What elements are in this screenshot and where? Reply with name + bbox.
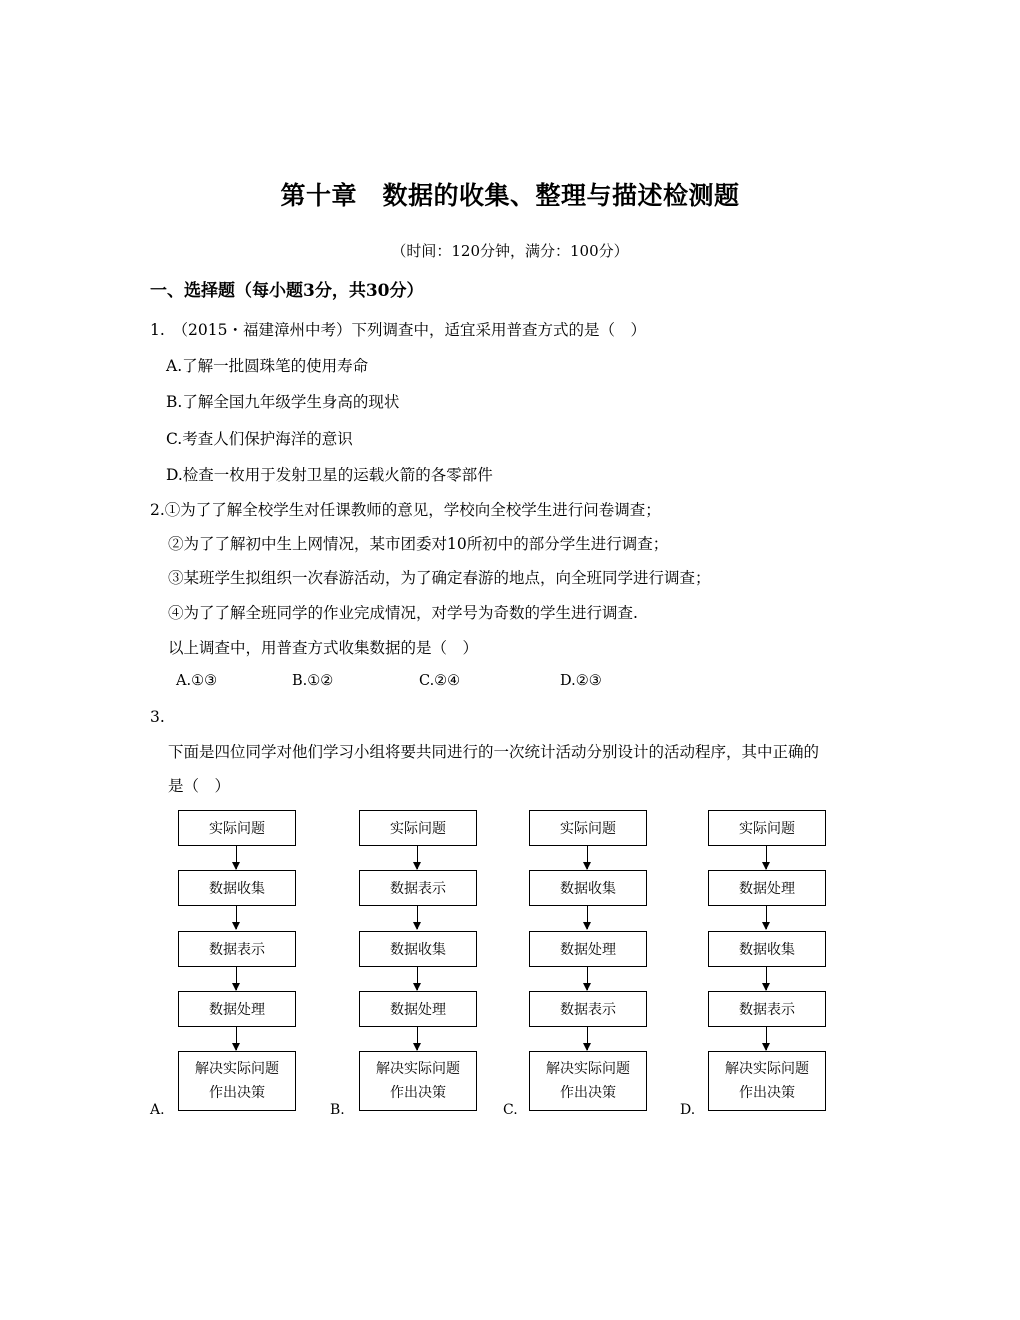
flow-step-box: 数据处理 [178, 991, 296, 1027]
question-2-option-c: C.②④ [419, 673, 461, 689]
flow-arrow [766, 905, 767, 929]
flow-step-box: 实际问题 [359, 810, 477, 846]
flow-final-line-2: 作出决策 [560, 1085, 616, 1101]
flow-step-box: 实际问题 [178, 810, 296, 846]
flow-arrow [766, 1026, 767, 1050]
question-1-option-b: B.了解全国九年级学生身高的现状 [166, 393, 400, 411]
question-2-line-2: ②为了了解初中生上网情况，某市团委对10所初中的部分学生进行调查； [168, 535, 669, 553]
flow-arrow [587, 905, 588, 929]
flow-final-line-2: 作出决策 [739, 1085, 795, 1101]
flow-step-box: 数据收集 [178, 870, 296, 906]
flow-arrow [236, 905, 237, 929]
question-2-line-3: ③某班学生拟组织一次春游活动，为了确定春游的地点，向全班同学进行调查； [168, 569, 711, 587]
flow-arrow [766, 845, 767, 869]
flow-arrow [236, 845, 237, 869]
flow-final-line-2: 作出决策 [390, 1085, 446, 1101]
flow-step-box: 数据处理 [529, 931, 647, 967]
question-2-option-d: D.②③ [560, 673, 602, 689]
flowchart-c-label: C. [503, 1102, 518, 1118]
flow-final-box [359, 1051, 477, 1111]
flow-step-box: 数据表示 [359, 870, 477, 906]
page-title: 第十章 数据的收集、整理与描述检测题 [280, 181, 740, 210]
flow-final-box [529, 1051, 647, 1111]
flow-final-box [178, 1051, 296, 1111]
question-2-option-a: A.①③ [176, 673, 218, 689]
flow-step-box: 数据表示 [708, 991, 826, 1027]
question-3-stem-line-1: 下面是四位同学对他们学习小组将要共同进行的一次统计活动分别设计的活动程序，其中正确的 [168, 743, 820, 761]
flowchart-d-label: D. [680, 1102, 696, 1118]
question-3-stem-line-2: 是（ ） [168, 777, 231, 795]
flow-final-line-1: 解决实际问题 [725, 1061, 809, 1077]
flow-arrow [236, 966, 237, 990]
flow-arrow [587, 845, 588, 869]
flow-step-box: 数据处理 [708, 870, 826, 906]
flow-step-box: 数据处理 [359, 991, 477, 1027]
flow-arrow [766, 966, 767, 990]
flow-final-box [708, 1051, 826, 1111]
flow-step-box: 数据收集 [529, 870, 647, 906]
question-2-line-1: 2.①为了了解全校学生对任课教师的意见，学校向全校学生进行问卷调查； [150, 501, 661, 519]
flow-step-box: 数据表示 [178, 931, 296, 967]
flow-arrow [417, 966, 418, 990]
flow-arrow [587, 966, 588, 990]
question-3-number: 3. [150, 708, 165, 726]
flow-final-line-1: 解决实际问题 [546, 1061, 630, 1077]
question-1-option-c: C.考查人们保护海洋的意识 [166, 430, 353, 448]
flow-arrow [417, 1026, 418, 1050]
question-2-line-4: ④为了了解全班同学的作业完成情况，对学号为奇数的学生进行调查. [168, 604, 638, 622]
flow-step-box: 数据收集 [359, 931, 477, 967]
section-heading: 一、选择题（每小题3分，共30分） [150, 281, 424, 301]
flow-final-line-1: 解决实际问题 [195, 1061, 279, 1077]
flow-arrow [417, 905, 418, 929]
question-2-line-5: 以上调查中，用普查方式收集数据的是（ ） [168, 639, 479, 657]
flow-step-box: 实际问题 [529, 810, 647, 846]
flow-step-box: 数据表示 [529, 991, 647, 1027]
exam-info: （时间：120分钟，满分：100分） [391, 242, 629, 260]
flow-arrow [236, 1026, 237, 1050]
flowchart-b-label: B. [330, 1102, 345, 1118]
question-1-stem: 1. （2015・福建漳州中考）下列调查中，适宜采用普查方式的是（ ） [150, 321, 646, 339]
question-1-option-a: A.了解一批圆珠笔的使用寿命 [166, 357, 369, 375]
flow-arrow [417, 845, 418, 869]
flow-arrow [587, 1026, 588, 1050]
flow-final-line-1: 解决实际问题 [376, 1061, 460, 1077]
question-1-option-d: D.检查一枚用于发射卫星的运载火箭的各零部件 [166, 466, 493, 484]
flowchart-a-label: A. [150, 1102, 165, 1118]
question-2-option-b: B.①② [292, 673, 334, 689]
flow-final-line-2: 作出决策 [209, 1085, 265, 1101]
flow-step-box: 实际问题 [708, 810, 826, 846]
flow-step-box: 数据收集 [708, 931, 826, 967]
